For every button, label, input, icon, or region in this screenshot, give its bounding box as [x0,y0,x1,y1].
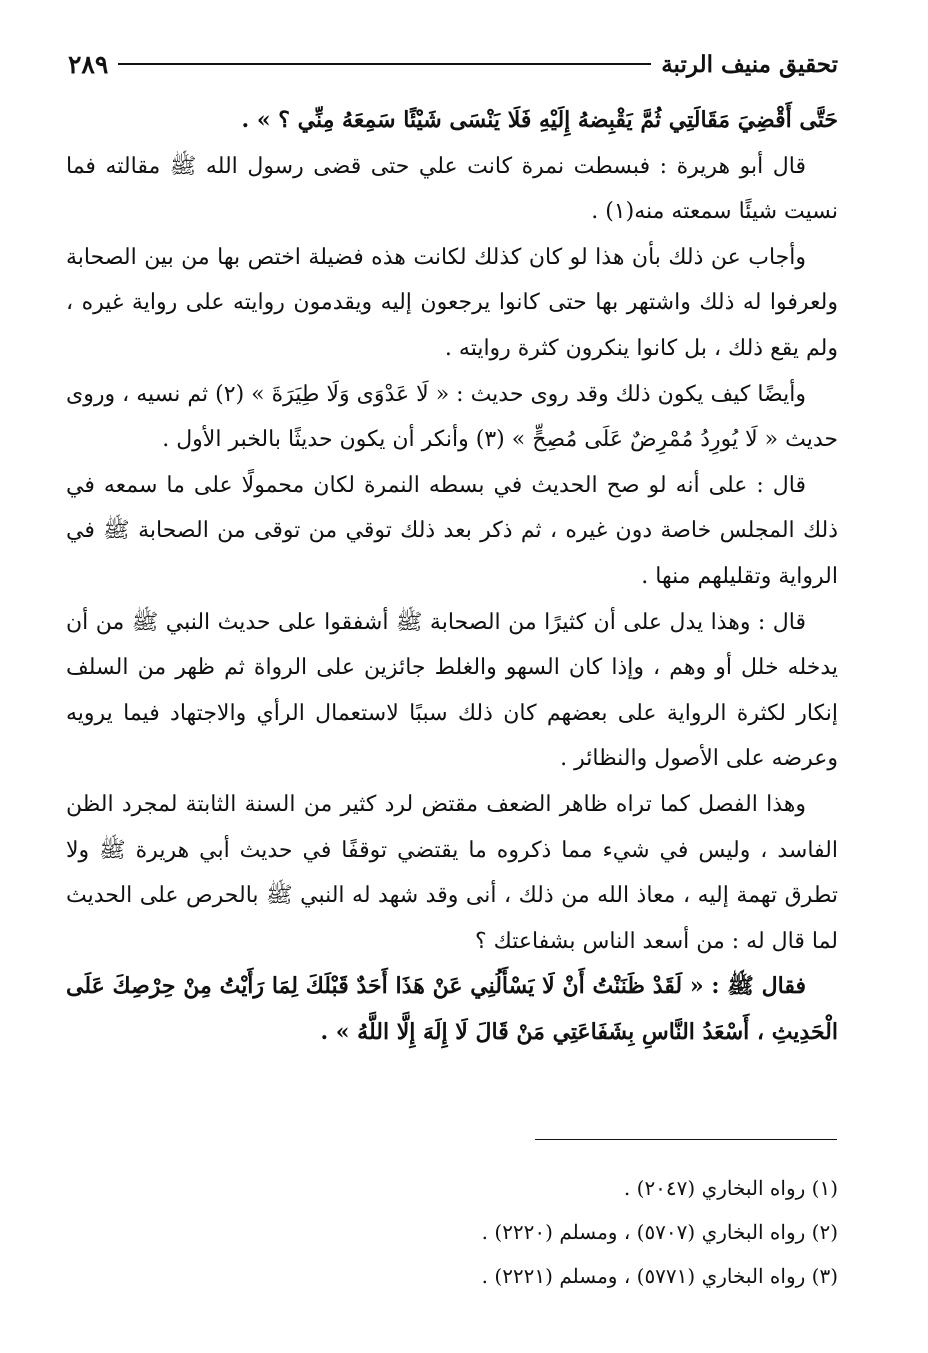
page-header [68,44,838,84]
footnote-1: (١) رواه البخاري (٢٠٤٧) . [623,1176,838,1200]
paragraph-companions: قال : وهذا يدل على أن كثيرًا من الصحابة ﷺ أشفقوا على حديث النبي ﷺ من أن يدخله خلل أو وهم ، وإذا كان السهو والغلط جائزين على الرواة ثم ظهر من السلف إنكار لكثرة الرواية على بعضهم كان ذلك سببًا لاستعمال الرأي والاجتهاد فيما يرويه وعرضه على الأصول والنظائر . [66,609,838,772]
paragraph-shafaa-hadith: فقال ﷺ : « لَقَدْ ظَنَنْتُ أَنْ لَا يَسْأَلُنِي عَنْ هَذَا أَحَدٌ قَبْلَكَ لِمَا رَأَيْتُ مِنْ حِرْصِكَ عَلَى الْحَدِيثِ ، أَسْعَدُ النَّاسِ بِشَفَاعَتِي مَنْ قَالَ لَا إِلَهَ إِلَّا اللَّهُ » . [66,973,838,1045]
page-number: ٢٨٩ [68,49,109,79]
header-rule [118,63,651,65]
footnote-2: (٢) رواه البخاري (٥٧٠٧) ، ومسلم (٢٢٢٠) . [481,1220,838,1244]
paragraph-rebuttal: وهذا الفصل كما تراه ظاهر الضعف مقتض لرد كثير من السنة الثابتة لمجرد الظن الفاسد ، وليس في شيء مما ذكروه ما يقتضي توقفًا في حديث أبي هريرة ﷺ ولا تطرق تهمة إليه ، معاذ الله من ذلك ، أنى وقد شهد له النبي ﷺ بالحرص على الحديث لما قال له : من أسعد الناس بشفاعتك ؟ [66,791,838,954]
footnote-3: (٣) رواه البخاري (٥٧٧١) ، ومسلم (٢٢٢١) . [481,1264,838,1288]
main-text [66,98,838,1055]
footnote-separator [535,1139,837,1140]
footnotes [66,1166,838,1298]
running-title: تحقيق منيف الرتبة [661,50,838,78]
paragraph-namira: قال : على أنه لو صح الحديث في بسطه النمرة لكان محمولًا على ما سمعه في ذلك المجلس خاصة دون غيره ، ثم ذكر بعد ذلك توقي من توقى من الصحابة ﷺ في الرواية وتقليلهم منها . [66,472,838,589]
paragraph-hadith-ending: حَتَّى أَقْضِيَ مَقَالَتِي ثُمَّ يَقْبِضهُ إِلَيْهِ فَلَا يَنْسَى شَيْئًا سَمِعَهُ مِنِّي ؟ » . [241,107,838,133]
paragraph-response: وأجاب عن ذلك بأن هذا لو كان كذلك لكانت هذه فضيلة اختص بها من بين الصحابة ولعرفوا له ذلك واشتهر بها حتى كانوا يرجعون إليه ويقدمون روايته على رواية غيره ، ولم يقع ذلك ، بل كانوا ينكرون كثرة روايته . [66,244,838,361]
paragraph-abu-hurayra: قال أبو هريرة : فبسطت نمرة كانت علي حتى قضى رسول الله ﷺ مقالته فما نسيت شيئًا سمعته منه(١) . [66,153,838,225]
paragraph-adwa: وأيضًا كيف يكون ذلك وقد روى حديث : « لَا عَدْوَى وَلَا طِيَرَةَ » (٢) ثم نسيه ، وروى حديث « لَا يُورِدُ مُمْرِضٌ عَلَى مُصِحٍّ » (٣) وأنكر أن يكون حديثًا بالخبر الأول . [66,381,838,453]
